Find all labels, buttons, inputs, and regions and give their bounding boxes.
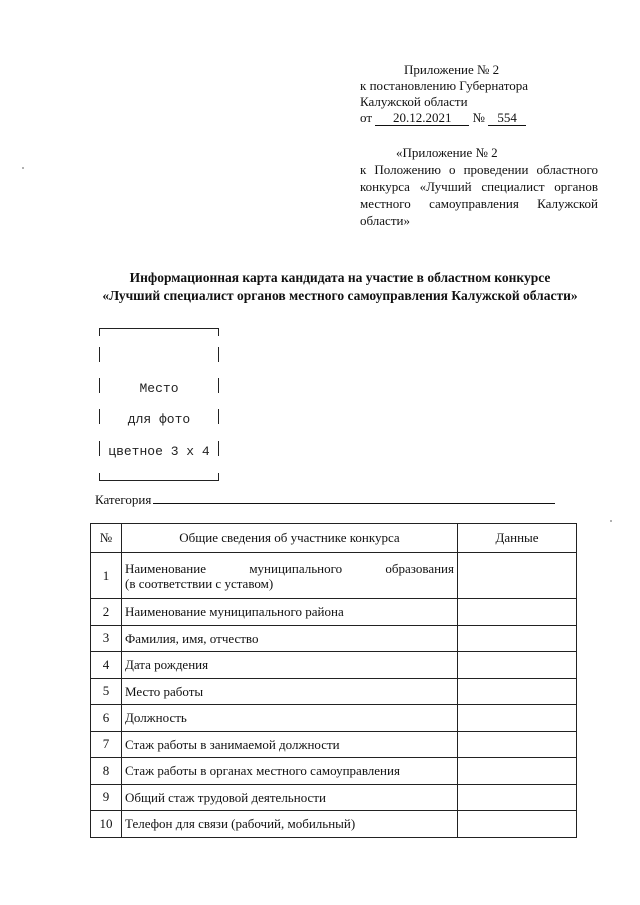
- row-number: 1: [91, 553, 122, 599]
- row-label: [122, 553, 458, 599]
- header-num: №: [91, 524, 122, 553]
- row-value-cell[interactable]: [458, 811, 577, 838]
- appendix-decree-ref: к постановлению Губернатора: [360, 78, 529, 93]
- row-number: 6: [91, 705, 122, 732]
- photo-label: цветное 3 х 4: [108, 444, 210, 459]
- appendix-date-number: [360, 110, 610, 126]
- row-label: Должность: [122, 705, 458, 732]
- row-number: 7: [91, 731, 122, 758]
- appendix-header-decree: [360, 62, 610, 126]
- appendix-region: Калужской области: [360, 94, 468, 109]
- photo-placeholder: [97, 320, 221, 488]
- row-value-cell[interactable]: [458, 705, 577, 732]
- photo-frame-corner: [218, 328, 219, 336]
- participant-info-table: [90, 523, 577, 838]
- table-row: [91, 553, 577, 599]
- table-header-row: [91, 524, 577, 553]
- decree-date: 20.12.2021: [375, 111, 469, 126]
- table-row: [91, 705, 577, 732]
- photo-frame-top: [99, 328, 219, 329]
- table-row: [91, 625, 577, 652]
- photo-frame-corner: [218, 473, 219, 480]
- category-label: Категория: [95, 492, 152, 507]
- row-label: Фамилия, имя, отчество: [122, 625, 458, 652]
- appendix2-line: к Положению о проведении областного: [360, 162, 598, 177]
- row-label: Дата рождения: [122, 652, 458, 679]
- row-value-cell[interactable]: [458, 758, 577, 785]
- row-label-line: Наименование муниципального образования: [125, 560, 454, 576]
- photo-frame-corner: [99, 328, 100, 336]
- row-value-cell[interactable]: [458, 652, 577, 679]
- table-row: [91, 758, 577, 785]
- from-label: от: [360, 110, 373, 125]
- photo-frame-corner: [99, 473, 100, 480]
- photo-label: Место: [139, 381, 179, 396]
- row-number: 3: [91, 625, 122, 652]
- row-number: 9: [91, 784, 122, 811]
- row-label-line: (в соответствии с уставом): [125, 575, 274, 591]
- row-label: Стаж работы в занимаемой должности: [122, 731, 458, 758]
- row-label: Наименование муниципального района: [122, 599, 458, 626]
- number-label: №: [472, 110, 485, 125]
- row-value-cell[interactable]: [458, 678, 577, 705]
- table-row: [91, 784, 577, 811]
- decree-number: 554: [488, 111, 526, 126]
- row-number: 4: [91, 652, 122, 679]
- row-label: Стаж работы в органах местного самоуправления: [122, 758, 458, 785]
- row-number: 10: [91, 811, 122, 838]
- scan-speck: [610, 520, 612, 522]
- header-general: Общие сведения об участнике конкурса: [122, 524, 458, 553]
- appendix-title: Приложение № 2: [404, 62, 500, 77]
- row-value-cell[interactable]: [458, 599, 577, 626]
- row-number: 2: [91, 599, 122, 626]
- row-label: Место работы: [122, 678, 458, 705]
- header-data: Данные: [458, 524, 577, 553]
- scan-speck: [22, 167, 24, 169]
- document-title: [40, 269, 640, 305]
- appendix2-line: области»: [360, 213, 410, 228]
- category-input-line[interactable]: [153, 491, 555, 504]
- category-field: [95, 491, 565, 508]
- photo-frame-side: [99, 347, 100, 362]
- row-value-cell[interactable]: [458, 625, 577, 652]
- row-value-cell[interactable]: [458, 731, 577, 758]
- appendix2-title: «Приложение № 2: [396, 145, 498, 160]
- photo-frame-bottom: [99, 480, 219, 481]
- document-title-line: «Лучший специалист органов местного самоуправления Калужской области»: [102, 288, 578, 303]
- table-row: [91, 811, 577, 838]
- appendix-header-regulation: [360, 144, 598, 229]
- photo-frame-side: [218, 347, 219, 362]
- appendix2-line: местного самоуправления Калужской: [360, 196, 598, 211]
- row-value-cell[interactable]: [458, 553, 577, 599]
- document-title-line: Информационная карта кандидата на участие в областном конкурсе: [129, 270, 551, 285]
- appendix2-line: конкурса «Лучший специалист органов: [360, 179, 598, 194]
- photo-label: для фото: [127, 412, 191, 427]
- row-label: Телефон для связи (рабочий, мобильный): [122, 811, 458, 838]
- table-row: [91, 731, 577, 758]
- row-number: 8: [91, 758, 122, 785]
- table-row: [91, 678, 577, 705]
- row-value-cell[interactable]: [458, 784, 577, 811]
- row-label: Общий стаж трудовой деятельности: [122, 784, 458, 811]
- row-number: 5: [91, 678, 122, 705]
- table-row: [91, 599, 577, 626]
- table-row: [91, 652, 577, 679]
